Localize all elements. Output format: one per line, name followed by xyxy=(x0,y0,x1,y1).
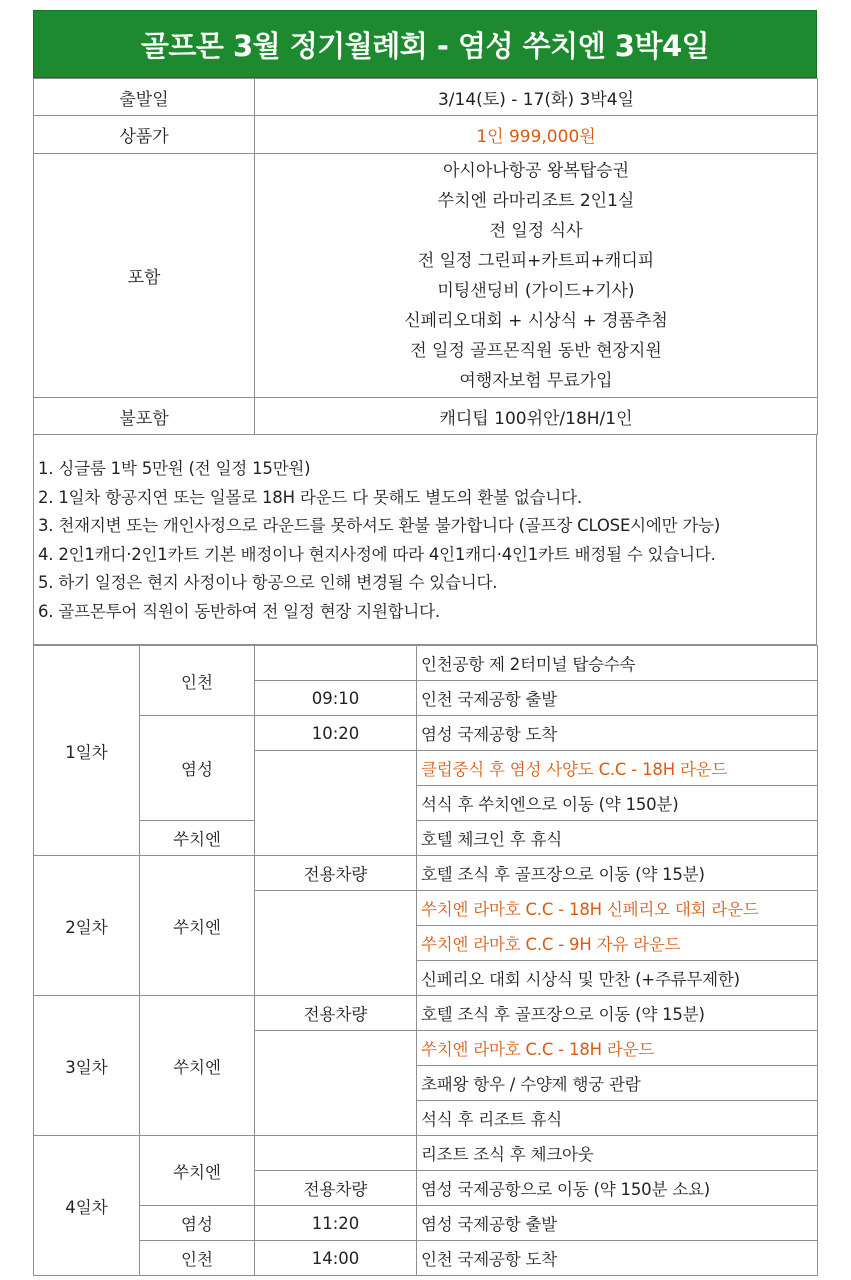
schedule-row xyxy=(34,716,818,751)
note-item: 4. 2인1캐디·2인1카트 기본 배정이나 현지사정에 따라 4인1캐디·4인1카트 배정될 수 있습니다. xyxy=(38,544,716,564)
activity-cell: 염성 국제공항 출발 xyxy=(417,1206,818,1241)
activity-cell: 인천 국제공항 출발 xyxy=(417,681,818,716)
schedule-row xyxy=(34,996,818,1031)
activity-cell: 초패왕 항우 / 수양제 행궁 관람 xyxy=(417,1066,818,1101)
included-item: 전 일정 그린피+카트피+캐디피 xyxy=(417,250,655,271)
tour-sheet xyxy=(33,10,817,1276)
price-row xyxy=(34,116,818,154)
departure-row xyxy=(34,79,818,116)
day-label: 1일차 xyxy=(34,646,140,856)
note-item: 1. 싱글룸 1박 5만원 (전 일정 15만원) xyxy=(38,459,311,478)
time-cell: 11:20 xyxy=(255,1206,417,1241)
location-cell: 인천 xyxy=(140,1241,255,1276)
included-item: 신페리오대회 + 시상식 + 경품추첨 xyxy=(404,310,668,331)
time-cell: 09:10 xyxy=(255,681,417,716)
note-item: 5. 하기 일정은 현지 사정이나 항공으로 인해 변경될 수 있습니다. xyxy=(38,573,498,592)
activity-cell: 리조트 조식 후 체크아웃 xyxy=(417,1136,818,1171)
location-cell: 쑤치엔 xyxy=(140,1136,255,1206)
day-label: 4일차 xyxy=(34,1136,140,1276)
activity-cell: 호텔 체크인 후 휴식 xyxy=(417,821,818,856)
schedule-row xyxy=(34,856,818,891)
included-list xyxy=(255,154,818,398)
note-item: 3. 천재지변 또는 개인사정으로 라운드를 못하셔도 환불 불가합니다 (골프장 CLOSE시에만 가능) xyxy=(38,516,721,535)
activity-cell: 인천공항 제 2터미널 탑승수속 xyxy=(417,646,818,681)
activity-cell: 석식 후 쑤치엔으로 이동 (약 150분) xyxy=(417,786,818,821)
transport-cell: 전용차량 xyxy=(255,856,417,891)
location-cell: 인천 xyxy=(140,646,255,716)
activity-cell: 염성 국제공항 도착 xyxy=(417,716,818,751)
included-item: 쑤치엔 라마리조트 2인1실 xyxy=(437,190,635,211)
day-label: 3일차 xyxy=(34,996,140,1136)
day-label: 2일차 xyxy=(34,856,140,996)
schedule-row xyxy=(34,821,818,856)
schedule-row xyxy=(34,646,818,681)
time-cell xyxy=(255,1136,417,1171)
time-cell xyxy=(255,751,417,856)
location-cell: 쑤치엔 xyxy=(140,856,255,996)
excluded-value: 캐디팁 100위안/18H/1인 xyxy=(255,398,818,435)
note-item: 2. 1일차 항공지연 또는 일몰로 18H 라운드 다 못해도 별도의 환불 없습니다. xyxy=(38,487,582,507)
activity-cell: 신페리오 대회 시상식 및 만찬 (+주류무제한) xyxy=(417,961,818,996)
schedule-row xyxy=(34,1206,818,1241)
notes-section xyxy=(33,435,817,645)
activity-cell: 호텔 조식 후 골프장으로 이동 (약 15분) xyxy=(417,856,818,891)
activity-cell-highlight: 쑤치엔 라마호 C.C - 9H 자유 라운드 xyxy=(417,926,818,961)
activity-cell: 인천 국제공항 도착 xyxy=(417,1241,818,1276)
activity-cell: 석식 후 리조트 휴식 xyxy=(417,1101,818,1136)
price-label: 상품가 xyxy=(34,116,255,154)
time-cell xyxy=(255,1031,417,1136)
time-cell xyxy=(255,646,417,681)
activity-cell-highlight: 쑤치엔 라마호 C.C - 18H 신페리오 대회 라운드 xyxy=(417,891,818,926)
departure-value: 3/14(토) - 17(화) 3박4일 xyxy=(255,79,818,116)
time-cell xyxy=(255,891,417,996)
note-item: 6. 골프몬투어 직원이 동반하여 전 일정 현장 지원합니다. xyxy=(38,601,440,621)
time-cell: 10:20 xyxy=(255,716,417,751)
location-cell: 쑤치엔 xyxy=(140,821,255,856)
departure-label: 출발일 xyxy=(34,79,255,116)
activity-cell: 호텔 조식 후 골프장으로 이동 (약 15분) xyxy=(417,996,818,1031)
included-item: 아시아나항공 왕복탑승권 xyxy=(442,160,630,181)
excluded-label: 불포함 xyxy=(34,398,255,435)
transport-cell: 전용차량 xyxy=(255,996,417,1031)
included-label: 포함 xyxy=(34,154,255,398)
included-item: 전 일정 골프몬직원 동반 현장지원 xyxy=(410,340,662,361)
activity-cell-highlight: 쑤치엔 라마호 C.C - 18H 라운드 xyxy=(417,1031,818,1066)
price-value: 1인 999,000원 xyxy=(255,116,818,154)
included-row xyxy=(34,154,818,398)
included-item: 전 일정 식사 xyxy=(489,220,583,241)
time-cell: 14:00 xyxy=(255,1241,417,1276)
info-table xyxy=(33,78,818,435)
included-item: 여행자보험 무료가입 xyxy=(459,370,613,391)
page-title: 골프몬 3월 정기월례회 - 염성 쑤치엔 3박4일 xyxy=(33,10,817,78)
transport-cell: 전용차량 xyxy=(255,1171,417,1206)
location-cell: 염성 xyxy=(140,716,255,821)
schedule-table xyxy=(33,645,818,1276)
location-cell: 염성 xyxy=(140,1206,255,1241)
activity-cell: 염성 국제공항으로 이동 (약 150분 소요) xyxy=(417,1171,818,1206)
activity-cell-highlight: 클럽중식 후 염성 사양도 C.C - 18H 라운드 xyxy=(417,751,818,786)
included-item: 미팅샌딩비 (가이드+기사) xyxy=(437,280,635,301)
schedule-row xyxy=(34,1241,818,1276)
excluded-row xyxy=(34,398,818,435)
schedule-row xyxy=(34,1136,818,1171)
location-cell: 쑤치엔 xyxy=(140,996,255,1136)
